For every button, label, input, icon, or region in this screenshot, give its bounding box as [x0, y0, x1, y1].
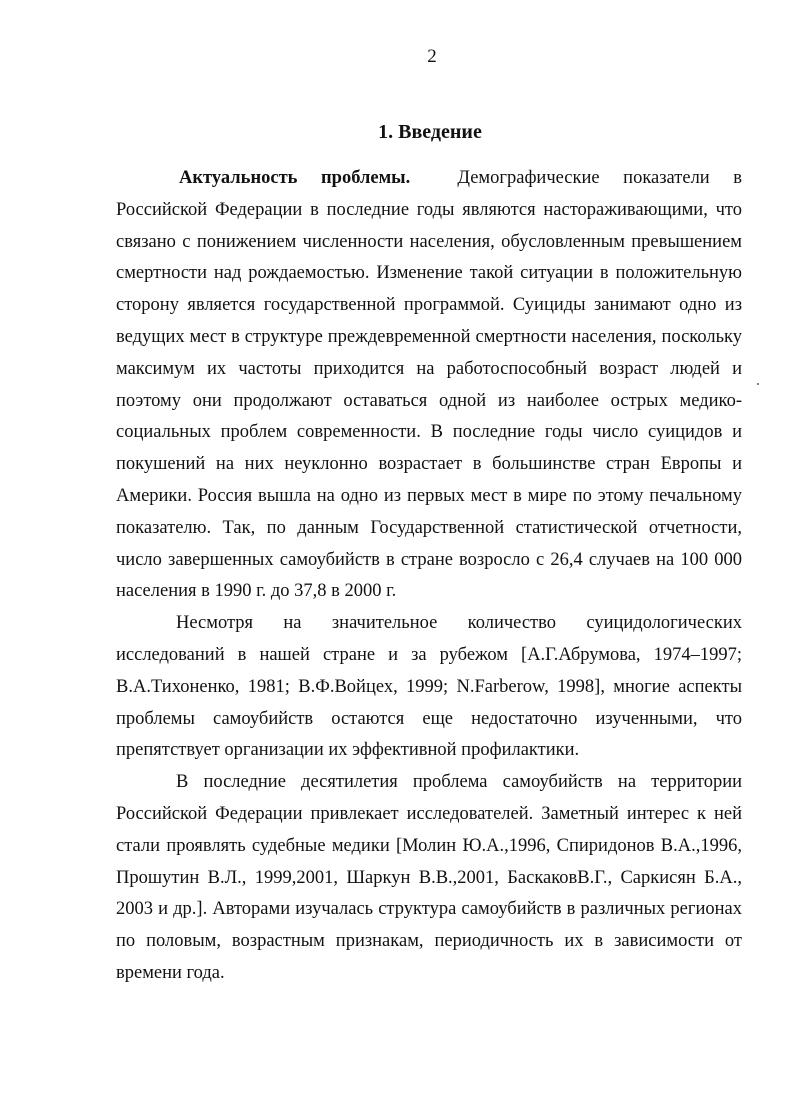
- paragraph-lead-bold: Актуальность проблемы.: [179, 168, 411, 188]
- scan-speck: [757, 383, 759, 385]
- document-body: [116, 163, 742, 990]
- paragraph-forensic-research: В последние десятилетия проблема самоубийств на территории Российской Федерации привлекает исследователей. Заметный интерес к ней стали проявлять судебные медики [Молин Ю.А.,1996, Спиридонов В.А.,1996, Прошутин В.Л., 1999,2001, Шаркун В.В.,2001, БаскаковВ.Г., Саркисян Б.А., 2003 и др.]. Авторами изучалась структура самоубийств в различных регионах по половым, возрастным признакам, периодичность их в зависимости от времени года.: [116, 772, 742, 983]
- paragraph-relevance: [116, 163, 742, 608]
- page-number: 2: [427, 46, 437, 67]
- section-heading: 1. Введение: [378, 121, 482, 143]
- paragraph-research-gap: Несмотря на значительное количество суицидологических исследований в нашей стране и за рубежом [А.Г.Абрумова, 1974–1997; В.А.Тихоненко, 1981; В.Ф.Войцех, 1999; N.Farberow, 1998], многие аспекты проблемы самоубийств остаются еще недостаточно изученными, что препятствует организации их эффективной профилактики.: [116, 613, 742, 761]
- paragraph-relevance-text: Демографические показатели в Российской Федерации в последние годы являются настораживающими, что связано с понижением численности населения, обусловленным превышением смертности над рождаемостью. Изменение такой ситуации в положительную сторону является государственной программой. Суициды занимают одно из ведущих мест в структуре преждевременной смертности населения, поскольку максимум их частоты приходится на работоспособный возраст людей и поэтому они продолжают оставаться одной из наиболее острых медико-социальных проблем современности. В последние годы число суицидов и покушений на них неуклонно возрастает в большинстве стран Европы и Америки. Россия вышла на одно из первых мест в мире по этому печальному показателю. Так, по данным Государственной статистической отчетности, число завершенных самоубийств в стране возросло с 26,4 случаев на 100 000 населения в 1990 г. до 37,8 в 2000 г.: [116, 168, 743, 602]
